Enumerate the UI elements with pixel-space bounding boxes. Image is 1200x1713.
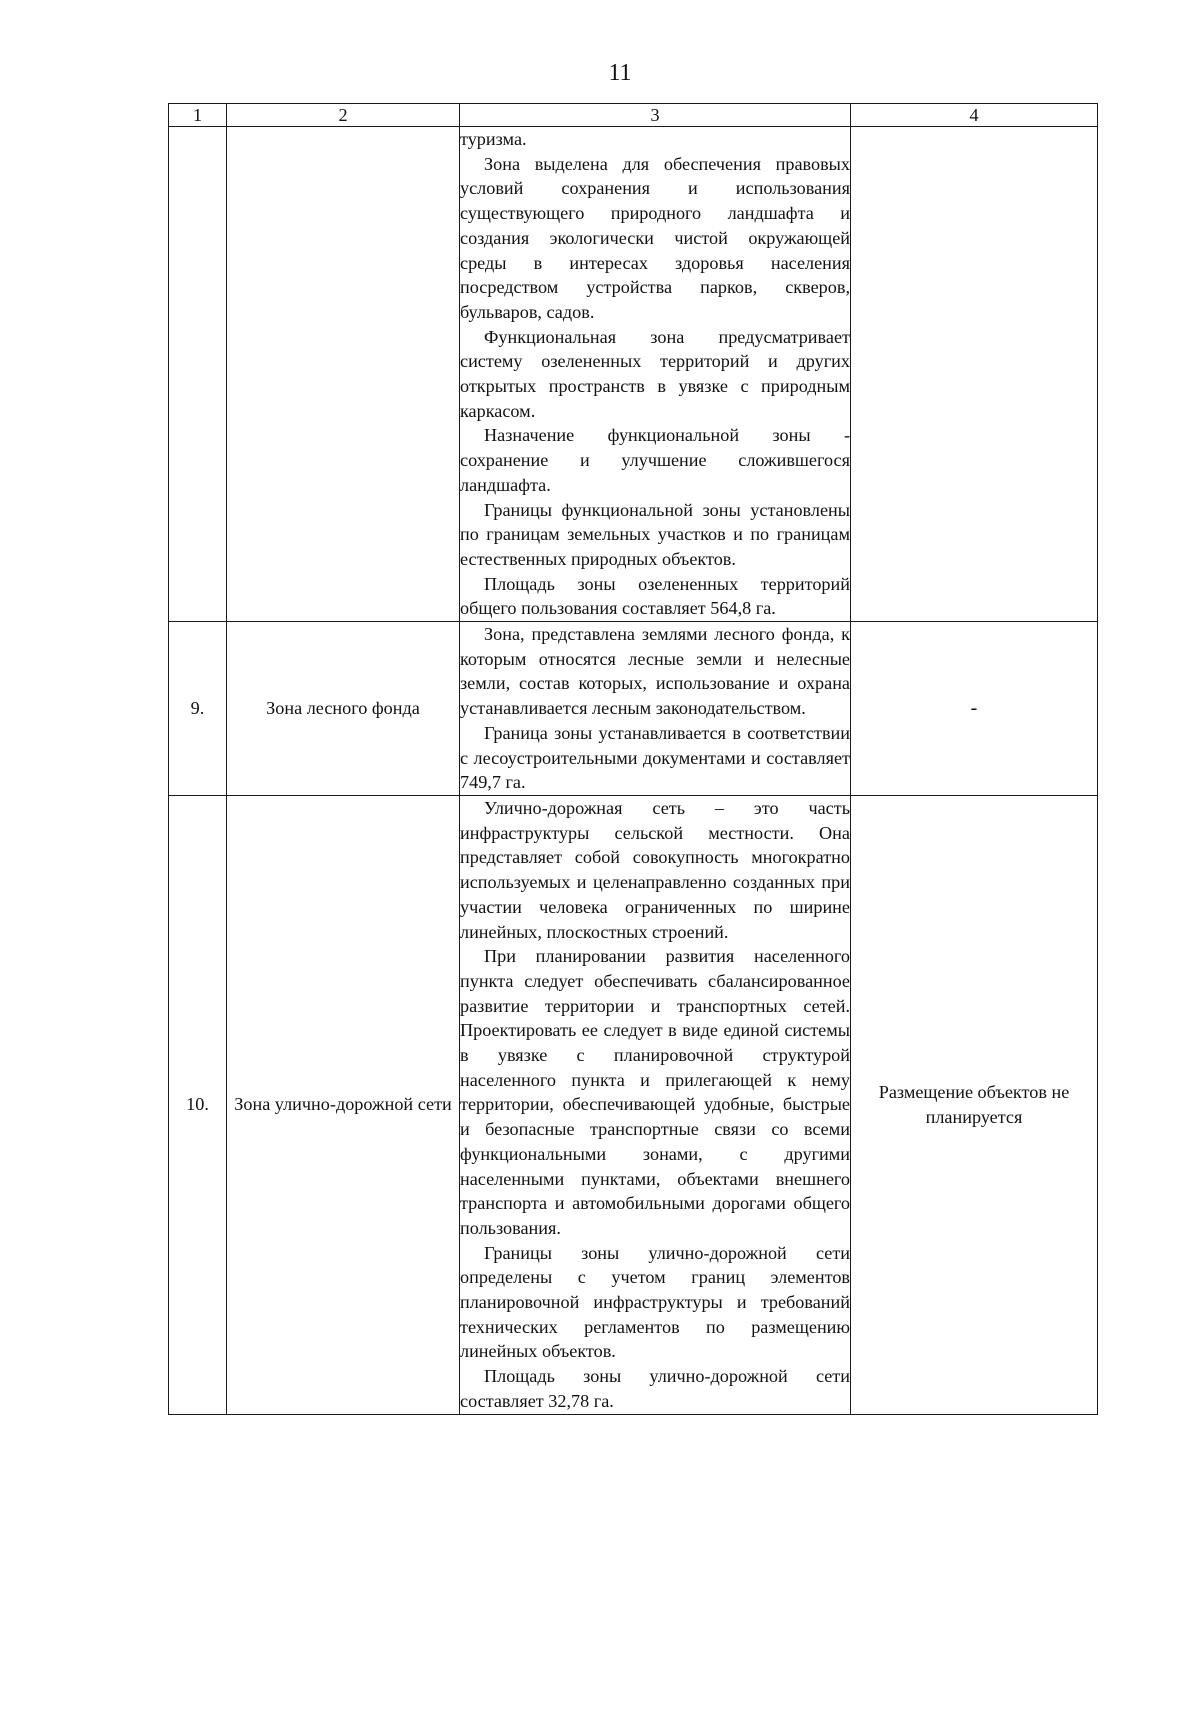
zone-description	[460, 795, 851, 1414]
description-paragraph: При планировании развития населенного пункта следует обеспечивать сбалансированное развитие территории и транспортных сетей. Проектировать ее следует в виде единой системы в увязке с планировочной структурой населенного пункта и прилегающей к нему территории, обеспечивающей удобные, быстрые и безопасные транспортные связи со всеми функциональными зонами, с другими населенными пунктами, объектами внешнего транспорта и автомобильными дорогами общего пользования.	[460, 946, 850, 1238]
placement-info	[851, 127, 1098, 622]
description-paragraph: Улично-дорожная сеть – это часть инфраструктуры сельской местности. Она представляет собой совокупность многократно используемых и целенаправленно созданных при участии человека ограниченных по ширине линейных, плоскостных строений.	[460, 797, 850, 942]
column-header: 4	[851, 104, 1098, 127]
column-header: 2	[227, 104, 460, 127]
page-number: 11	[608, 60, 632, 86]
description-paragraph: Площадь зоны улично-дорожной сети составляет 32,78 га.	[460, 1366, 850, 1411]
zone-name	[227, 127, 460, 622]
description-paragraph: Границы зоны улично-дорожной сети определены с учетом границ элементов планировочной инфраструктуры и требований технических регламентов по размещению линейных объектов.	[460, 1242, 850, 1362]
column-header: 3	[460, 104, 851, 127]
description-paragraph: Граница зоны устанавливается в соответствии с лесоустроительными документами и составляет 749,7 га.	[460, 722, 850, 793]
zone-description	[460, 622, 851, 796]
description-paragraph: Зона выделена для обеспечения правовых условий сохранения и использования существующего природного ландшафта и создания экологически чистой окружающей среды в интересах здоровья населения посредством устройства парков, скверов, бульваров, садов.	[460, 153, 850, 322]
zone-name: Зона улично-дорожной сети	[227, 795, 460, 1414]
description-paragraph: Функциональная зона предусматривает систему озелененных территорий и других открытых пространств в увязке с природным каркасом.	[460, 326, 850, 421]
column-header: 1	[169, 104, 227, 127]
row-number: 9.	[169, 622, 227, 796]
description-paragraph: Назначение функциональной зоны - сохранение и улучшение сложившегося ландшафта.	[460, 425, 850, 495]
description-paragraph: Площадь зоны озелененных территорий общего пользования составляет 564,8 га.	[460, 573, 850, 619]
placement-info: -	[851, 622, 1098, 796]
row-number	[169, 127, 227, 622]
table-header-row	[169, 104, 1098, 127]
zone-name: Зона лесного фонда	[227, 622, 460, 796]
table-row	[169, 127, 1098, 622]
placement-info: Размещение объектов не планируется	[851, 795, 1098, 1414]
zone-description	[460, 127, 851, 622]
description-paragraph: Границы функциональной зоны установлены по границам земельных участков и по границам естественных природных объектов.	[460, 499, 850, 569]
zones-table	[168, 103, 1098, 1415]
description-paragraph: туризма.	[460, 129, 527, 149]
table-row	[169, 795, 1098, 1414]
description-paragraph: Зона, представлена землями лесного фонда, к которым относятся лесные земли и нелесные земли, состав которых, использование и охрана устанавливается лесным законодательством.	[460, 624, 850, 719]
table-row	[169, 622, 1098, 796]
row-number: 10.	[169, 795, 227, 1414]
